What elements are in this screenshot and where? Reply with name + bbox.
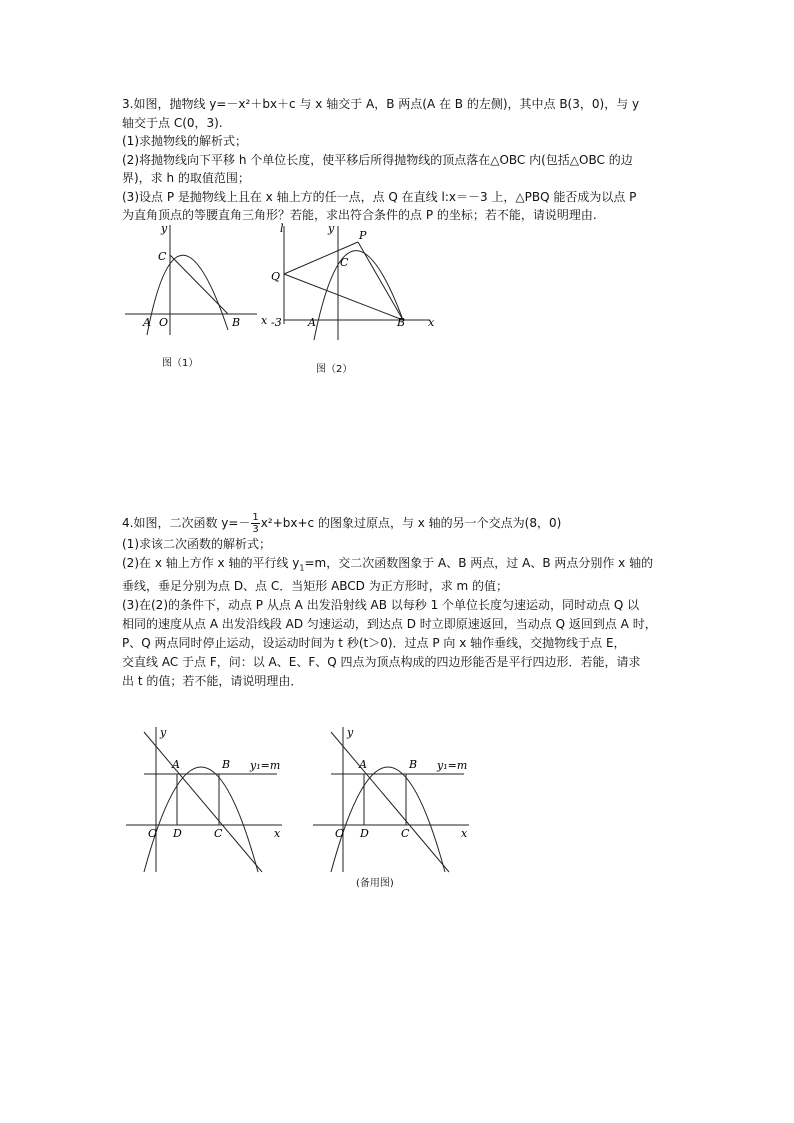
- fig2-label-l: l: [280, 222, 284, 235]
- fig4-label-D: D: [360, 827, 369, 840]
- fig3-label-A: A: [172, 758, 180, 771]
- q4-fraction-num: 1: [252, 512, 259, 523]
- q3-line-4: (2)将抛物线向下平移 h 个单位长度，使平移后所得抛物线的顶点落在△OBC 内(包括△OBC 的边: [122, 152, 633, 167]
- q4-line-3-a: (2)在 x 轴上方作 x 轴的平行线 y: [122, 556, 300, 570]
- fig3-label-x: x: [274, 827, 281, 840]
- question-4: [122, 512, 682, 691]
- fig1-label-x: x: [261, 314, 268, 327]
- fig4-label-C: C: [401, 827, 410, 840]
- q4-figure-backup-caption: (备用图): [356, 878, 394, 889]
- fig1-label-C: C: [158, 250, 167, 263]
- fig4-label-line: y₁=m: [437, 759, 468, 772]
- fig2-label-neg3: -3: [271, 316, 282, 329]
- q4-figure-main-svg: [122, 722, 287, 882]
- fig2-label-P: P: [359, 229, 367, 242]
- fig4-label-x: x: [461, 827, 468, 840]
- q4-line-1-b: x²+bx+c 的图象过原点，与 x 轴的另一个交点为(8，0): [260, 516, 562, 530]
- fig4-label-y: y: [347, 726, 354, 739]
- q4-line-3-sub: 1: [299, 563, 305, 573]
- q4-line-5: (3)在(2)的条件下，动点 P 从点 A 出发沿射线 AB 以每秒 1 个单位长度匀速运动，同时动点 Q 以: [122, 598, 640, 613]
- q4-line-8: 交直线 AC 于点 F，问：以 A、E、F、Q 四点为顶点构成的四边形能否是平行四边形．若能，请求: [122, 655, 641, 670]
- q4-line-3: [122, 554, 682, 577]
- fig2-label-A: A: [308, 316, 316, 329]
- fig1-label-O: O: [159, 316, 169, 329]
- q4-line-3-b: =m，交二次函数图象于 A、B 两点，过 A、B 两点分别作 x 轴的: [304, 556, 654, 570]
- q4-fraction-den: 3: [252, 524, 259, 535]
- q4-line-1-a: 4.如图，二次函数 y=－: [122, 516, 251, 530]
- q3-figure-1-svg: [125, 220, 275, 340]
- q4-line-7: P、Q 两点同时停止运动，设运动时间为 t 秒(t＞0)．过点 P 向 x 轴作垂线，交抛物线于点 E，: [122, 636, 626, 651]
- fig4-label-B: B: [409, 758, 418, 771]
- fig4-label-A: A: [359, 758, 367, 771]
- fig3-label-B: B: [222, 758, 231, 771]
- fig1-label-A: A: [143, 316, 151, 329]
- q4-figure-backup: [309, 722, 474, 882]
- fig3-label-O: O: [148, 827, 158, 840]
- q4-fraction: [251, 512, 259, 535]
- q3-line-6: (3)设点 P 是抛物线上且在 x 轴上方的任一点，点 Q 在直线 l:x＝－3 上，△PBQ 能否成为以点 P: [122, 189, 637, 204]
- q3-figure-2-svg: [270, 222, 440, 342]
- q3-figure-1: [125, 220, 275, 340]
- q4-line-1: [122, 512, 682, 535]
- fig3-label-C: C: [214, 827, 223, 840]
- q3-line-1: 3.如图，抛物线 y=－x²＋bx＋c 与 x 轴交于 A，B 两点(A 在 B 的左侧)，其中点 B(3，0)，与 y: [122, 97, 640, 111]
- q4-line-2: (1)求该二次函数的解析式；: [122, 537, 271, 551]
- q3-line-7: 为直角顶点的等腰直角三角形？若能，求出符合条件的点 P 的坐标；若不能，请说明理由.: [122, 208, 597, 222]
- fig1-label-y: y: [161, 222, 168, 235]
- q4-line-4: 垂线，垂足分别为点 D、点 C．当矩形 ABCD 为正方形时，求 m 的值；: [122, 579, 509, 594]
- fig2-label-C: C: [340, 256, 349, 269]
- q3-line-2: 轴交于点 C(0，3).: [122, 115, 223, 130]
- q4-figure-backup-svg: [309, 722, 474, 882]
- q3-line-3: (1)求抛物线的解析式；: [122, 134, 247, 148]
- q4-figure-main: [122, 722, 287, 882]
- fig2-label-Q: Q: [271, 270, 281, 283]
- q4-line-6: 相同的速度从点 A 出发沿线段 AD 匀速运动，到达点 D 时立即原速返回，当动点 Q 返回到点 A 时，: [122, 617, 657, 632]
- q3-figure-2-caption: 图（2）: [316, 364, 353, 375]
- q3-line-5: 界)，求 h 的取值范围；: [122, 171, 250, 185]
- q4-line-9: 出 t 的值；若不能，请说明理由．: [122, 674, 303, 689]
- fig2-label-B: B: [397, 316, 406, 329]
- question-3: [122, 95, 682, 225]
- fig3-label-line: y₁=m: [250, 759, 281, 772]
- q3-figure-2: [270, 222, 440, 342]
- fig3-label-y: y: [160, 726, 167, 739]
- fig4-label-O: O: [335, 827, 345, 840]
- fig2-label-y: y: [328, 222, 335, 235]
- fig1-label-B: B: [232, 316, 241, 329]
- q3-figure-1-caption: 图（1）: [162, 358, 199, 369]
- fig3-label-D: D: [173, 827, 182, 840]
- fig2-label-x: x: [428, 316, 435, 329]
